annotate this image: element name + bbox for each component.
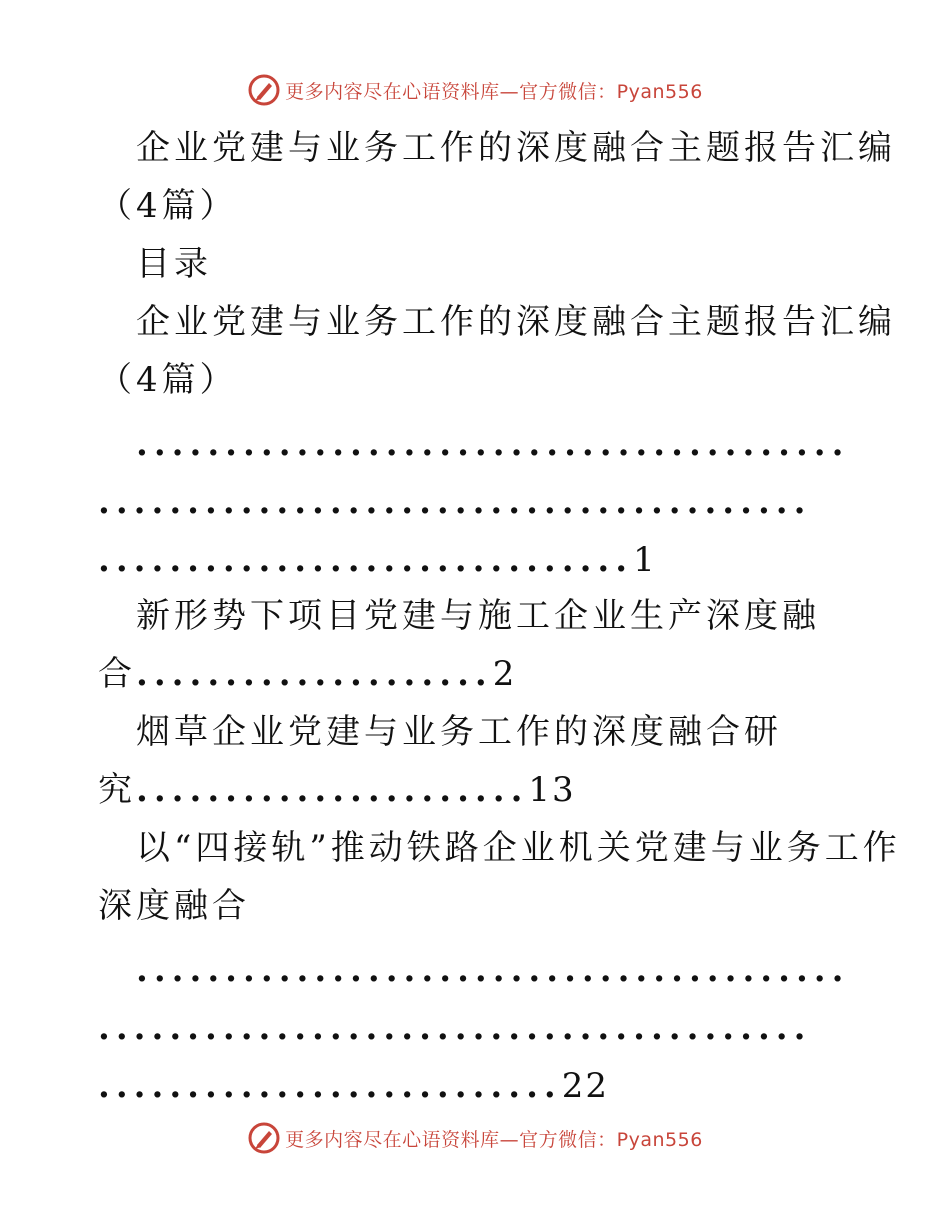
watermark-footer — [0, 1118, 950, 1158]
toc-entry-3-title-line1: 烟草企业党建与业务工作的深度融合研 — [136, 712, 782, 752]
toc-entry-3-page: 13 — [528, 770, 576, 810]
pen-logo-icon — [247, 73, 281, 107]
pen-logo-icon — [247, 1121, 281, 1155]
document-title-line1: 企业党建与业务工作的深度融合主题报告汇编 — [136, 128, 896, 168]
toc-entry-4-title-line1: 以“四接轨”推动铁路企业机关党建与业务工作 — [136, 828, 901, 868]
toc-entry-1-leader-line2: ........................................ — [98, 482, 812, 522]
toc-entry-2-title-line2: 合 — [98, 654, 136, 694]
toc-entry-4-title-line2: 深度融合 — [98, 886, 250, 926]
toc-entry-4-page: 22 — [561, 1066, 610, 1106]
toc-entry-2-page: 2 — [492, 654, 517, 694]
toc-entry-3-title-line2-row — [98, 770, 858, 810]
document-title-line2: （4篇） — [98, 186, 238, 226]
toc-entry-4-leader-line3 — [98, 1066, 858, 1106]
toc-entry-3-title-line2: 究 — [98, 770, 136, 810]
toc-entry-1-title-line2: （4篇） — [98, 360, 238, 400]
toc-entry-1-leader-line3 — [98, 540, 858, 580]
toc-entry-2-leader: .................... — [136, 654, 493, 694]
toc-entry-4-leader: .......................... — [98, 1066, 562, 1106]
toc-entry-1-title-line1: 企业党建与业务工作的深度融合主题报告汇编 — [136, 302, 896, 342]
toc-entry-2-title-line2-row — [98, 654, 858, 694]
toc-entry-1-page: 1 — [633, 540, 657, 580]
toc-entry-1-leader: .............................. — [98, 540, 634, 580]
toc-entry-4-leader-line2: ........................................ — [98, 1008, 812, 1048]
watermark-text: 更多内容尽在心语资料库—官方微信：Pyan556 — [285, 1128, 703, 1151]
watermark-text: 更多内容尽在心语资料库—官方微信：Pyan556 — [285, 80, 703, 103]
toc-entry-2-title-line1: 新形势下项目党建与施工企业生产深度融 — [136, 596, 820, 636]
toc-heading: 目录 — [136, 244, 212, 284]
toc-entry-1-leader-line1: ........................................ — [136, 424, 850, 464]
toc-entry-4-leader-line1: ........................................ — [136, 950, 850, 990]
watermark-header — [0, 70, 950, 110]
toc-entry-3-leader: ...................... — [136, 770, 529, 810]
